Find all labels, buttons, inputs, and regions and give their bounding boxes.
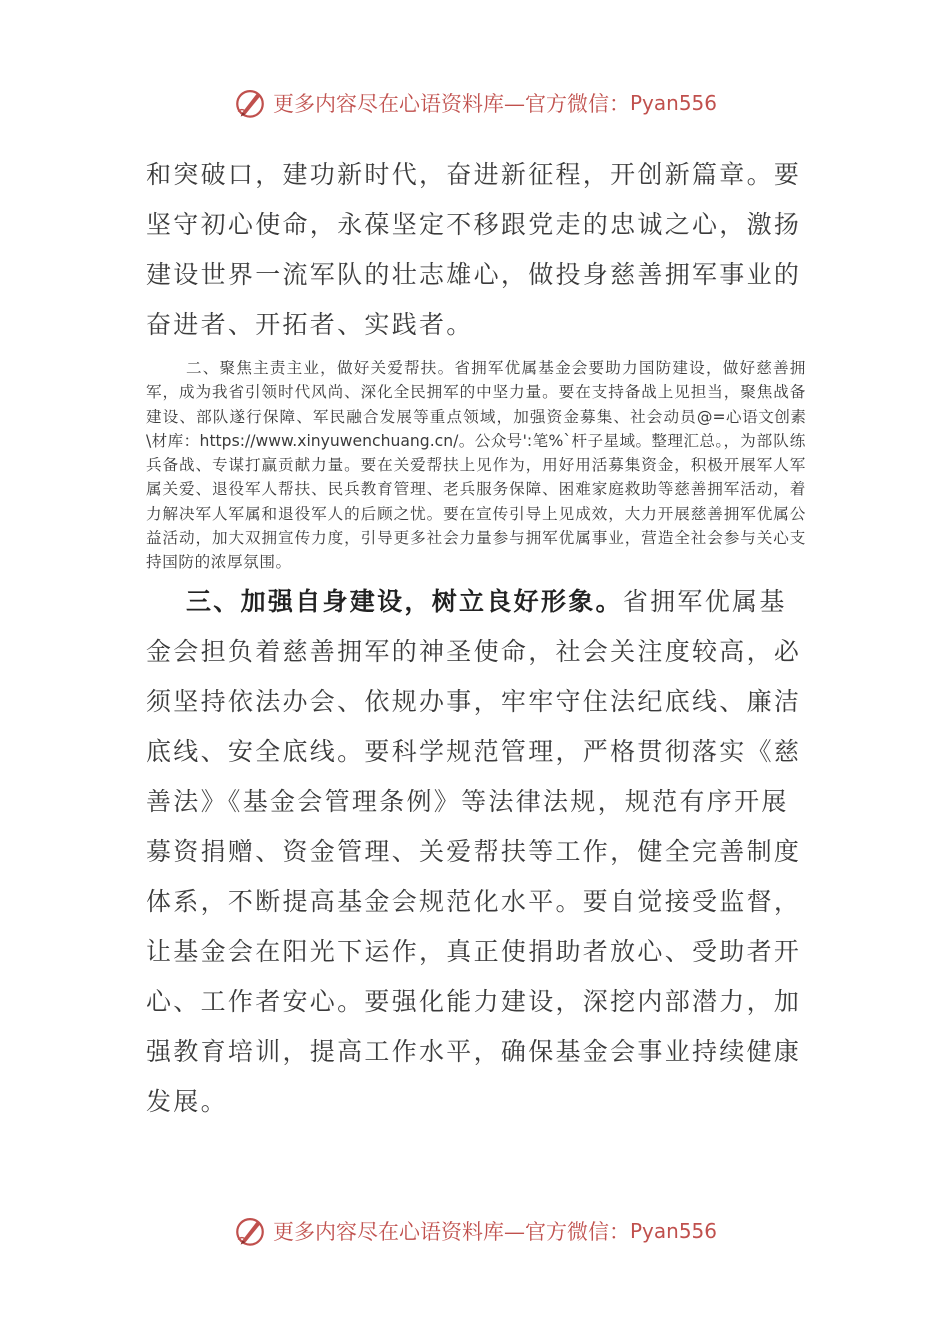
header-banner-text: 更多内容尽在心语资料库—官方微信：	[272, 92, 630, 116]
pen-logo-icon	[233, 86, 267, 120]
footer-banner-wechat: Pyan556	[629, 1219, 717, 1243]
paragraph-2-part-3: ，为部队练兵备战、专谋打赢贡献力量。要在关爱帮扶上见作为，用好用活募集资金，积极开展军人军属关爱、退役军人帮扶、民兵教育管理、老兵服务保障、困难家庭救助等慈善拥军活动，着力解决军人军属和退役军人的后顾之忧。要在宣传引导上见成效，大力开展慈善拥军优属公益活动，加大双拥宣传力度，引导更多社会力量参与拥军优属事业，营造全社会参与关心支持国防的浓厚氛围。	[146, 431, 806, 572]
paragraph-3-body: 省拥军优属基金会担负着慈善拥军的神圣使命，社会关注度较高，必须坚持依法办会、依规办事，牢牢守住法纪底线、廉洁底线、安全底线。要科学规范管理，严格贯彻落实《慈善法》《基金会管理条例》等法律法规，规范有序开展募资捐赠、资金管理、关爱帮扶等工作，健全完善制度体系，不断提高基金会规范化水平。要自觉接受监督，让基金会在阳光下运作，真正使捐助者放心、受助者开心、工作者安心。要强化能力建设，深挖内部潜力，加强教育培训，提高工作水平，确保基金会事业持续健康发展。	[146, 586, 802, 1116]
paragraph-2	[146, 356, 806, 575]
document-body	[146, 150, 806, 1127]
paragraph-2-watermark: @=心语文创素\材库：https://www.xinyuwenchuang.cn/。公众号':笔%`杆子星域。整理汇总。	[146, 407, 806, 450]
paragraph-3	[146, 577, 806, 1127]
paragraph-1: 和突破口，建功新时代，奋进新征程，开创新篇章。要坚守初心使命，永葆坚定不移跟党走的忠诚之心，激扬建设世界一流军队的壮志雄心，做投身慈善拥军事业的奋进者、开拓者、实践者。	[146, 160, 802, 339]
footer-banner-text: 更多内容尽在心语资料库—官方微信：	[272, 1220, 630, 1244]
header-watermark-banner	[0, 86, 950, 120]
pen-logo-icon	[233, 1214, 267, 1248]
footer-watermark-banner	[0, 1214, 950, 1248]
header-banner-wechat: Pyan556	[629, 91, 717, 115]
paragraph-2-part-1: 二、聚焦主责主业，做好关爱帮扶。省拥军优属基金会要助力国防建设，做好慈善拥军，成为我省引领时代风尚、深化全民拥军的中坚力量。要在支持备战上见担当，聚焦战备建设、部队遂行保障、军民融合发展等重点领域，加强资金募集、社会动员	[146, 359, 806, 426]
paragraph-3-heading: 三、加强自身建设，树立良好形象。	[186, 586, 623, 616]
